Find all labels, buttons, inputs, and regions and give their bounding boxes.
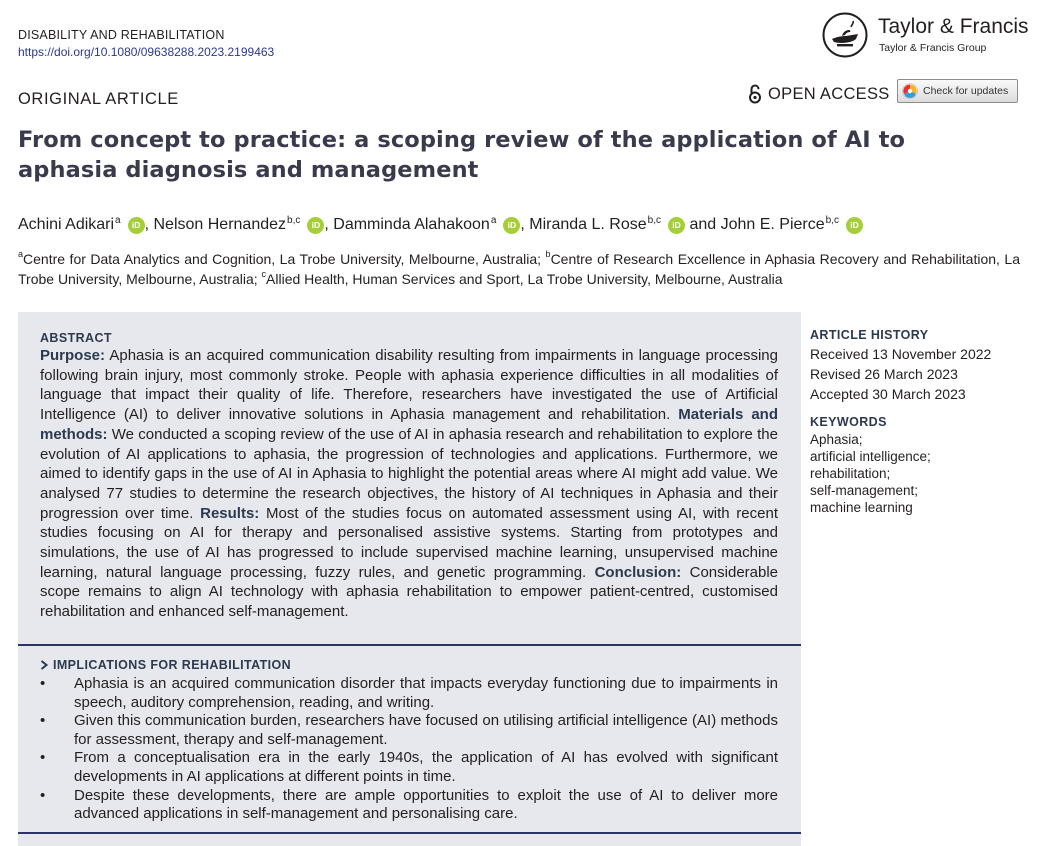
keywords-heading: KEYWORDS [810,415,887,429]
section-divider [18,644,801,646]
crossmark-icon [902,83,918,99]
list-item [40,675,778,712]
bullet-mark: • [40,786,46,804]
author-affiliation-mark: b,c [647,214,661,226]
revised-date: Revised 26 March 2023 [810,366,958,382]
received-date: Received 13 November 2022 [810,346,992,362]
bullet-mark: • [40,712,46,730]
publisher-lamp-icon [822,12,868,58]
affiliation-text: Centre for Data Analytics and Cognition, La Trobe University, Melbourne, Australia; [23,251,542,267]
abstract-purpose-label: Purpose: [40,347,106,364]
list-item-text: From a conceptualisation era in the early 1940s, the application of AI has evolved with significant developments in AI applications at different points in time. [74,749,778,785]
abstract-body [40,346,778,622]
list-item [40,749,778,786]
orcid-icon[interactable]: iD [307,217,324,234]
keyword: artificial intelligence; [810,449,931,464]
list-item-text: Despite these developments, there are ample opportunities to exploit the use of AI to deliver more advanced applications in self-management and personalising care. [74,786,778,823]
author[interactable] [333,216,520,234]
author-name: Miranda L. Rose [529,216,647,233]
affiliation-mark: c [261,269,267,280]
open-access-label: OPEN ACCESS [768,84,890,103]
implications-heading-text: IMPLICATIONS FOR REHABILITATION [53,658,292,672]
doi-link[interactable]: https://doi.org/10.1080/09638288.2023.2199463 [18,45,275,59]
author-affiliation-mark: a [490,214,497,226]
abstract-results: Most of the studies focus on automated assessment using AI, with recent studies focusing on AI for therapy and personalised assistive systems. Starting from prototypes and simulations, the use of AI has progressed to include supervised machine learning, unsupervised machine learning, natural language processing, fuzzy rules, and genetic programming. [40,504,778,581]
list-item-text: Given this communication burden, researchers have focused on utilising artificial intelligence (AI) methods for assessment, therapy and self-management. [74,712,778,748]
chevron-right-icon [40,660,49,670]
author-list [18,212,863,238]
accepted-date: Accepted 30 March 2023 [810,386,966,402]
affiliation-mark: b [545,249,551,260]
article-history-heading: ARTICLE HISTORY [810,328,929,342]
orcid-icon[interactable]: iD [128,217,145,234]
abstract-heading: ABSTRACT [40,331,112,345]
author-separator: , [520,216,530,233]
abstract-methods-label: Materials and methods: [40,406,778,443]
affiliation-text: Allied Health, Human Services and Sport, La Trobe University, Melbourne, Australia [266,271,783,287]
bullet-mark: • [40,675,46,692]
affiliations [18,249,1020,289]
abstract-results-label: Results: [200,504,260,522]
author-separator: and [685,216,721,233]
abstract-conclusion-label: Conclusion: [594,563,682,581]
author-affiliation-mark: b,c [825,214,839,226]
author-name: Nelson Hernandez [153,216,287,233]
list-item-text: Aphasia is an acquired communication disorder that impacts everyday functioning due to impairments in speech, auditory comprehension, reading, and writing. [74,675,778,711]
author-separator: , [144,216,154,233]
author-separator: , [324,216,334,233]
check-for-updates-button[interactable] [897,79,1018,103]
article-title: From concept to practice: a scoping review of the application of AI to aphasia diagnosis and management [18,127,906,183]
orcid-icon[interactable]: iD [846,217,863,234]
journal-name: DISABILITY AND REHABILITATION [18,28,225,42]
author-name: Damminda Alahakoon [333,216,490,233]
abstract-content [40,330,778,622]
author-name: John E. Pierce [720,216,825,233]
author-name: Achini Adikari [18,216,115,233]
affiliation-mark: a [18,249,24,260]
implications-list [40,675,778,824]
list-item [40,787,778,824]
affiliation-text: Centre of Research Excellence in Aphasia Recovery and Rehabilitation, La Trobe University, Melbourne, Australia; [18,251,1020,287]
article-type: ORIGINAL ARTICLE [18,90,179,108]
publisher-name: Taylor & Francis [878,15,1029,38]
author[interactable] [721,216,863,234]
author[interactable] [154,216,325,234]
bullet-mark: • [40,749,46,767]
open-access-badge[interactable] [748,83,890,105]
keyword: self-management; [810,483,919,498]
publisher-group: Taylor & Francis Group [879,42,987,54]
author-affiliation-mark: b,c [287,214,301,226]
abstract-conclusion: Considerable scope remains to align AI technology with aphasia rehabilitation to empower patient-centred, customised rehabilitation and enhanced self-management. [40,563,779,621]
section-divider [18,832,801,834]
orcid-icon[interactable]: iD [668,217,685,234]
orcid-icon[interactable]: iD [503,217,520,234]
implications-section [40,656,778,824]
publisher-logo[interactable] [822,12,1032,62]
check-for-updates-label: Check for updates [923,85,1009,97]
open-lock-icon [748,84,762,104]
implications-heading [40,656,778,674]
author[interactable] [18,216,145,234]
keyword: machine learning [810,500,913,515]
article-sidebar [810,327,1025,516]
abstract-methods: We conducted a scoping review of the use of AI in aphasia research and rehabilitation to explore the evolution of AI applications to aphasia, the progression of technologies and applications. Furthermore, we aimed to identify gaps in the use of AI in Aphasia to highlight the potential areas where AI might add value. We analysed 77 studies to determine the research objectives, the history of AI techniques in Aphasia and their progression over time. [40,425,778,522]
author[interactable] [529,216,685,234]
author-affiliation-mark: a [115,214,121,226]
list-item [40,712,778,749]
keyword: rehabilitation; [810,466,891,481]
abstract-purpose: Aphasia is an acquired communication disability resulting from impairments in language processing following brain injury, most commonly stroke. People with aphasia experience difficulties in all modalities of language that impact their quality of life. Therefore, researchers have investigated the use of Artificial Intelligence (AI) to deliver innovative solutions in Aphasia management and rehabilitation. [40,347,778,424]
keyword: Aphasia; [810,432,863,447]
